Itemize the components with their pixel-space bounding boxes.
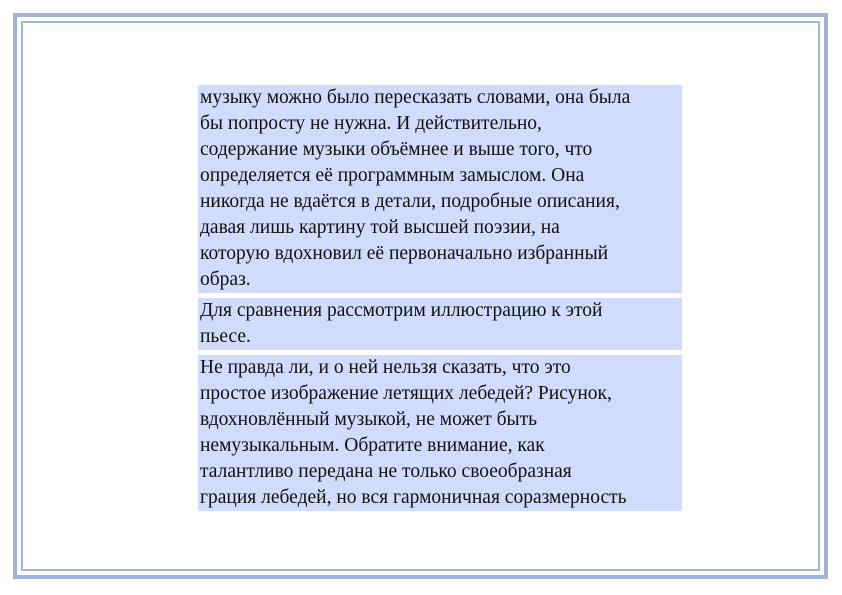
paragraph-1 (198, 85, 682, 293)
text-line: грация лебедей, но вся гармоничная соразмерность (198, 485, 682, 511)
text-line: Не правда ли, и о ней нельзя сказать, что это (198, 355, 682, 381)
text-line: немузыкальным. Обратите внимание, как (198, 433, 682, 459)
text-line: бы попросту не нужна. И действительно, (198, 111, 682, 137)
paragraph-2 (198, 298, 682, 350)
text-line: содержание музыки объёмнее и выше того, что (198, 137, 682, 163)
text-line: никогда не вдаётся в детали, подробные описания, (198, 189, 682, 215)
text-line: Для сравнения рассмотрим иллюстрацию к этой (198, 298, 682, 324)
text-line: определяется её программным замыслом. Она (198, 163, 682, 189)
text-line: давая лишь картину той высшей поэзии, на (198, 215, 682, 241)
text-line: вдохновлённый музыкой, не может быть (198, 407, 682, 433)
text-line: музыку можно было пересказать словами, она была (198, 85, 682, 111)
text-line: простое изображение летящих лебедей? Рисунок, (198, 381, 682, 407)
text-line: образ. (198, 267, 682, 293)
text-line: талантливо передана не только своеобразная (198, 459, 682, 485)
text-block (198, 85, 682, 511)
text-line: которую вдохновил её первоначально избранный (198, 241, 682, 267)
text-line: пьесе. (198, 324, 682, 350)
paragraph-3 (198, 355, 682, 511)
